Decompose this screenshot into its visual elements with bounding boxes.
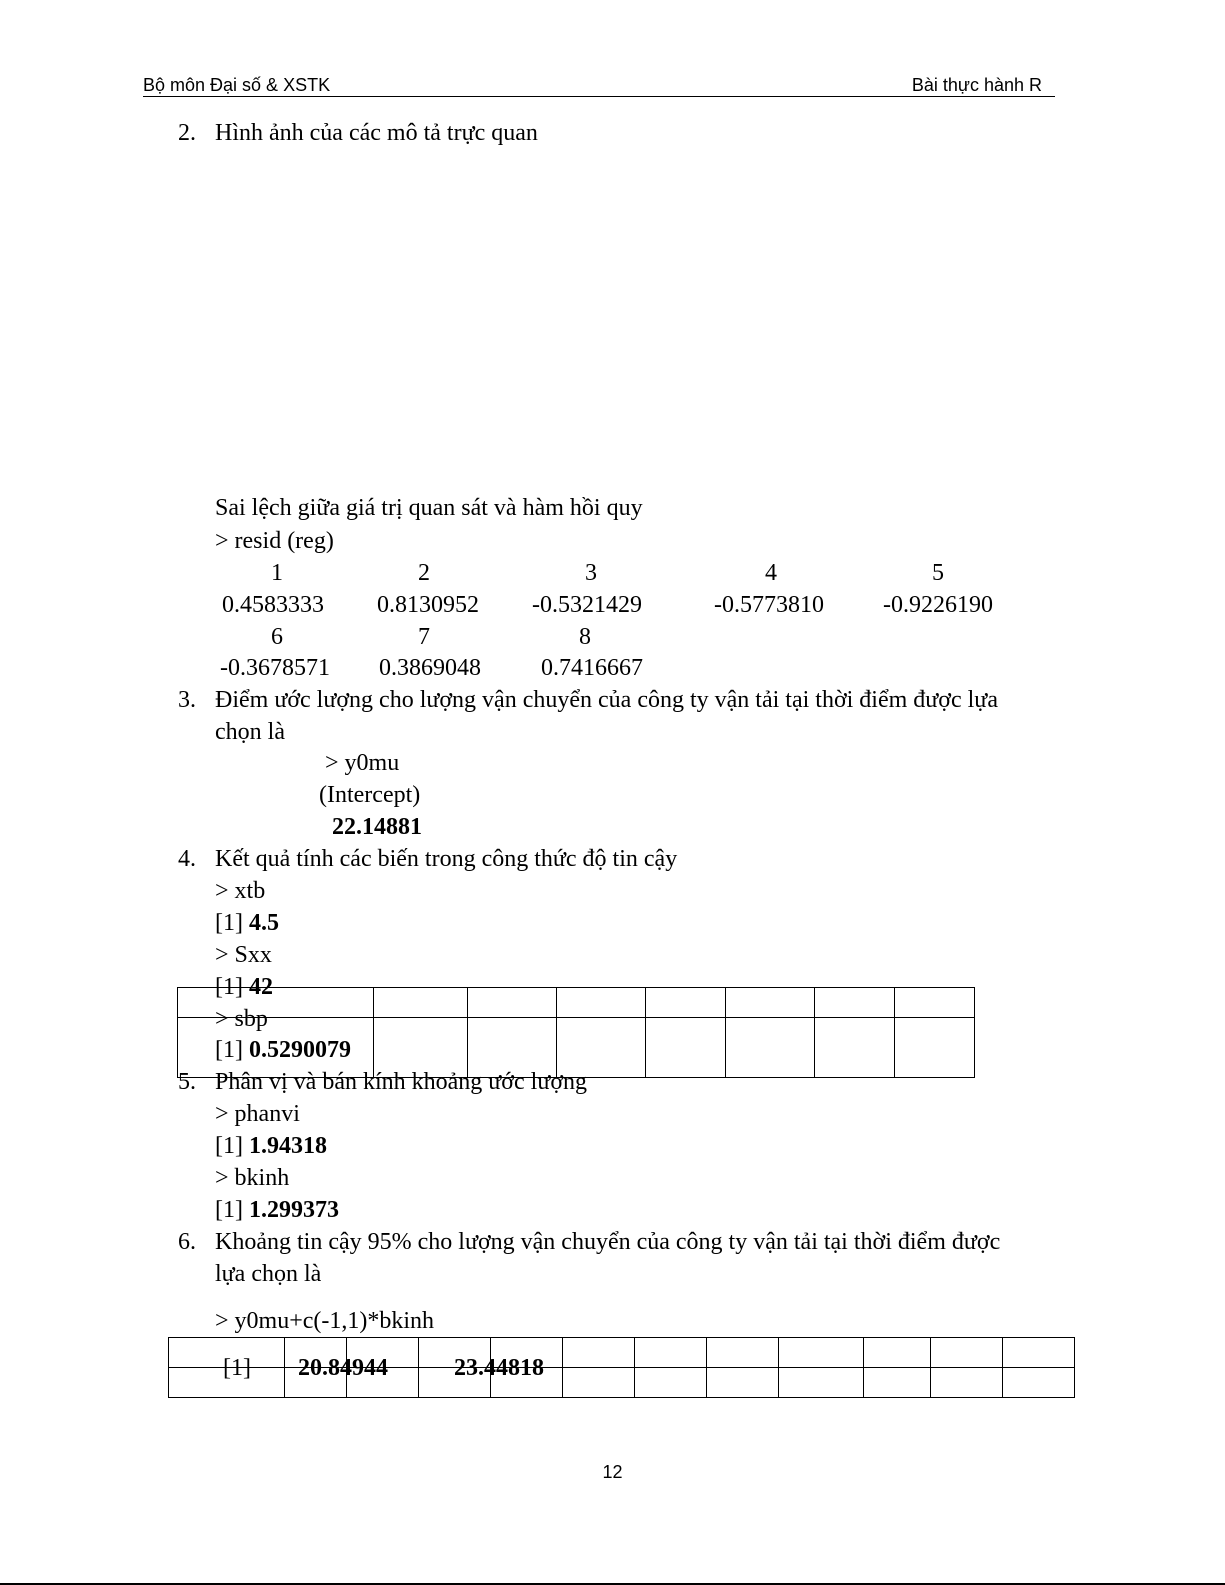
item6-text-line1: Khoảng tin cậy 95% cho lượng vận chuyển của công ty vận tải tại thời điểm được [215, 1229, 1001, 1255]
result-prefix: [1] [215, 1133, 243, 1159]
resid-index: 2 [418, 560, 430, 586]
resid-index: 1 [271, 560, 283, 586]
item6-text-line2: lựa chọn là [215, 1261, 322, 1287]
resid-value: 0.7416667 [541, 655, 643, 681]
resid-value: -0.5321429 [532, 592, 642, 618]
empty-table-1 [177, 987, 975, 1078]
ci-lower-value: 20.84944 [298, 1355, 388, 1381]
resid-value: -0.3678571 [220, 655, 330, 681]
intercept-label: (Intercept) [319, 782, 421, 808]
sbp-value: 0.5290079 [248, 1037, 351, 1063]
bkinh-command: > bkinh [215, 1165, 290, 1191]
ci-command: > y0mu+c(-1,1)*bkinh [215, 1308, 435, 1334]
resid-index: 8 [579, 624, 591, 650]
item2-text: Hình ảnh của các mô tả trực quan [215, 120, 538, 146]
resid-index: 4 [765, 560, 777, 586]
item5-text: Phân vị và bán kính khoảng ước lượng [215, 1069, 588, 1095]
resid-value: 0.3869048 [379, 655, 481, 681]
item4-number: 4. [178, 846, 196, 872]
resid-index: 3 [585, 560, 597, 586]
page-number: 12 [602, 1462, 623, 1482]
item2-number: 2. [178, 120, 196, 146]
ci-upper-value: 23.44818 [454, 1355, 544, 1381]
xtb-result [215, 911, 279, 935]
sbp-result [215, 1038, 351, 1062]
ci-prefix: [1] [223, 1355, 251, 1381]
resid-index: 5 [932, 560, 944, 586]
phanvi-command: > phanvi [215, 1101, 300, 1127]
sbp-command: > sbp [215, 1006, 268, 1032]
sxx-value: 42 [248, 974, 273, 1000]
result-prefix: [1] [215, 910, 243, 936]
resid-value: 0.4583333 [222, 592, 324, 618]
phanvi-value: 1.94318 [248, 1133, 327, 1159]
resid-index: 6 [271, 624, 283, 650]
item3-text-line2: chọn là [215, 719, 285, 745]
item3-text-line1: Điểm ước lượng cho lượng vận chuyển của công ty vận tải tại thời điểm được lựa [215, 687, 998, 713]
resid-command: > resid (reg) [215, 528, 334, 554]
bkinh-value: 1.299373 [248, 1197, 339, 1223]
resid-value: -0.5773810 [714, 592, 824, 618]
item6-number: 6. [178, 1229, 196, 1255]
resid-index: 7 [418, 624, 430, 650]
xtb-command: > xtb [215, 878, 266, 904]
phanvi-result [215, 1134, 327, 1158]
sxx-result [215, 975, 273, 999]
xtb-value: 4.5 [248, 910, 279, 936]
item3-number: 3. [178, 687, 196, 713]
intercept-value: 22.14881 [332, 814, 422, 840]
item5-number: 5. [178, 1069, 196, 1095]
result-prefix: [1] [215, 1037, 243, 1063]
sxx-command: > Sxx [215, 942, 272, 968]
result-prefix: [1] [215, 1197, 243, 1223]
header-right: Bài thực hành R [911, 75, 1042, 95]
resid-value: -0.9226190 [883, 592, 993, 618]
header-rule [143, 96, 1055, 97]
y0mu-command: > y0mu [325, 750, 400, 776]
resid-caption: Sai lệch giữa giá trị quan sát và hàm hồi quy [215, 495, 643, 521]
header-left: Bộ môn Đại số & XSTK [143, 75, 331, 95]
resid-value: 0.8130952 [377, 592, 479, 618]
bkinh-result [215, 1198, 339, 1222]
item4-text: Kết quả tính các biến trong công thức độ tin cậy [215, 846, 678, 872]
result-prefix: [1] [215, 974, 243, 1000]
